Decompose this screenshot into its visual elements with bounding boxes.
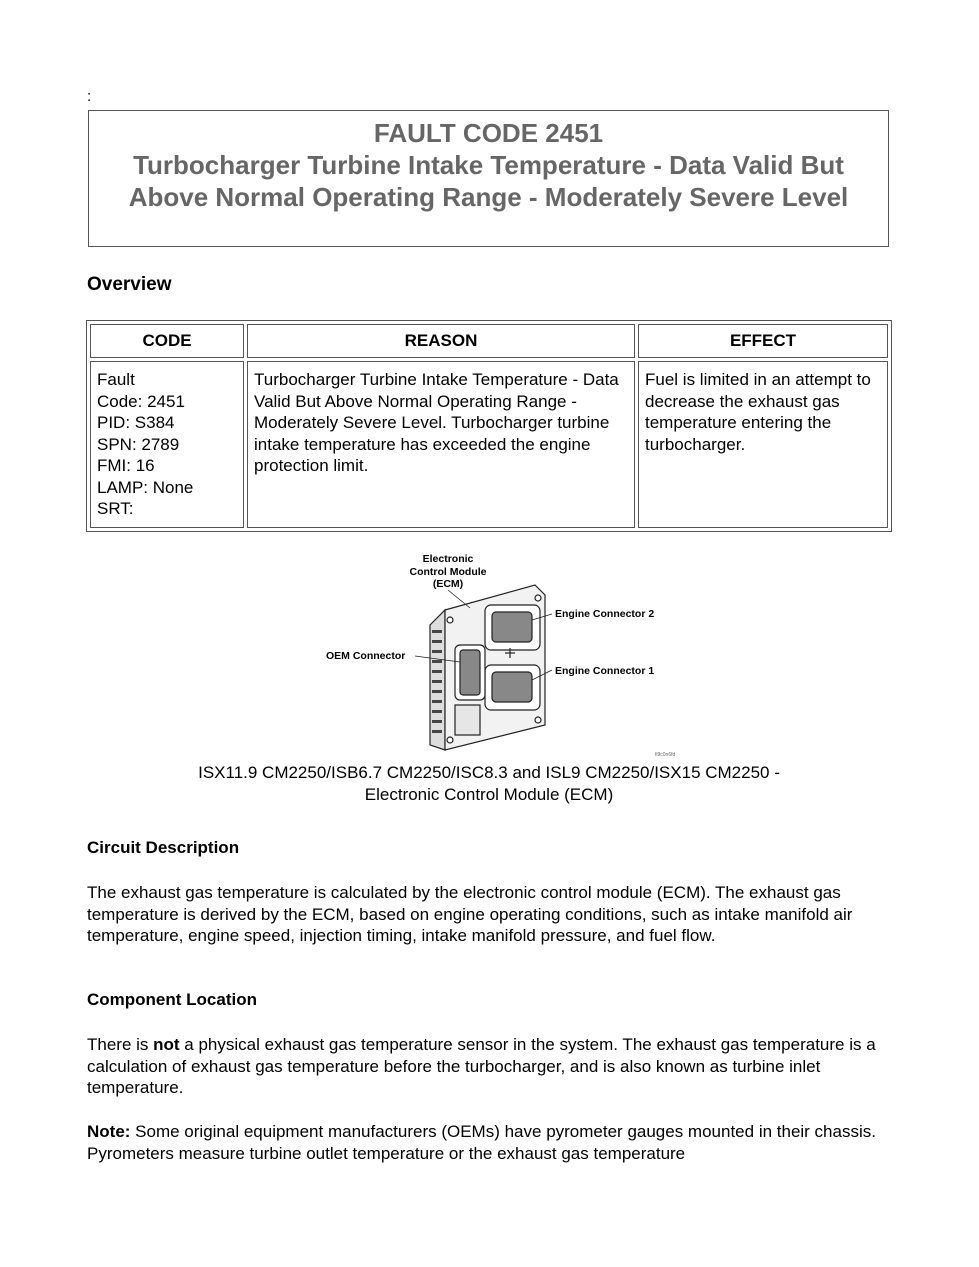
code-cell	[90, 361, 244, 528]
ecm-label-line2: Control Module	[409, 566, 487, 578]
header-code: CODE	[90, 324, 244, 358]
reason-cell: Turbocharger Turbine Intake Temperature - Data Valid But Above Normal Operating Range - Moderately Severe Level. Turbocharger turbine intake temperature has exceeded the engine protection limit.	[247, 361, 635, 528]
note-paragraph	[87, 1121, 887, 1164]
code-line: Fault	[97, 370, 135, 389]
header-effect: EFFECT	[638, 324, 888, 358]
fault-code-subtitle: Turbocharger Turbine Intake Temperature - Data Valid But Above Normal Operating Range - Moderately Severe Level	[128, 150, 849, 212]
component-location-heading: Component Location	[87, 990, 257, 1009]
table-row	[90, 361, 888, 528]
overview-heading: Overview	[87, 274, 172, 295]
code-line: PID: S384	[97, 413, 175, 432]
effect-cell: Fuel is limited in an attempt to decrease the exhaust gas temperature entering the turbocharger.	[638, 361, 888, 528]
component-location-text	[87, 1034, 887, 1099]
note-text: Some original equipment manufacturers (OEMs) have pyrometer gauges mounted in their chassis. Pyrometers measure turbine outlet temperature or the exhaust gas temperature	[87, 1122, 876, 1163]
figure-caption	[87, 762, 891, 806]
circuit-description-text: The exhaust gas temperature is calculated by the electronic control module (ECM). The exhaust gas temperature is derived by the ECM, based on engine operating conditions, such as intake manifold air temperature, engine speed, injection timing, intake manifold pressure, and fuel flow.	[87, 883, 853, 946]
ecm-illustration	[320, 550, 700, 760]
oem-connector-label: OEM Connector	[326, 650, 406, 662]
caption-line: Electronic Control Module (ECM)	[364, 785, 614, 804]
engine-connector-2-label: Engine Connector 2	[555, 608, 655, 620]
code-line: FMI: 16	[97, 456, 155, 475]
page-marker: :	[87, 88, 92, 105]
fault-code-title: FAULT CODE 2451	[373, 118, 604, 148]
engine-connector-1-label: Engine Connector 1	[555, 665, 655, 677]
component-text-end: a physical exhaust gas temperature sensor in the system. The exhaust gas temperature is a calculation of exhaust gas temperature before the turbocharger, and is also known as turbine inlet temperature.	[87, 1035, 876, 1098]
figure-id: fi9c0n6fd	[655, 752, 676, 758]
code-line: SRT:	[97, 499, 134, 518]
ecm-label-line1: Electronic	[422, 553, 474, 565]
code-line: LAMP: None	[97, 477, 194, 497]
fault-title-box	[88, 110, 889, 247]
fault-code-table	[86, 320, 892, 532]
note-label: Note:	[87, 1122, 131, 1141]
code-line: Code: 2451	[97, 391, 185, 411]
ecm-label-line3: (ECM)	[432, 578, 464, 590]
component-text-start: There is	[87, 1035, 154, 1054]
code-line: SPN: 2789	[97, 434, 180, 454]
header-reason: REASON	[247, 324, 635, 358]
caption-line: ISX11.9 CM2250/ISB6.7 CM2250/ISC8.3 and ISL9 CM2250/ISX15 CM2250 -	[198, 763, 780, 782]
circuit-description-heading: Circuit Description	[87, 838, 240, 857]
ecm-figure	[320, 550, 700, 760]
component-text-bold: not	[153, 1035, 180, 1054]
